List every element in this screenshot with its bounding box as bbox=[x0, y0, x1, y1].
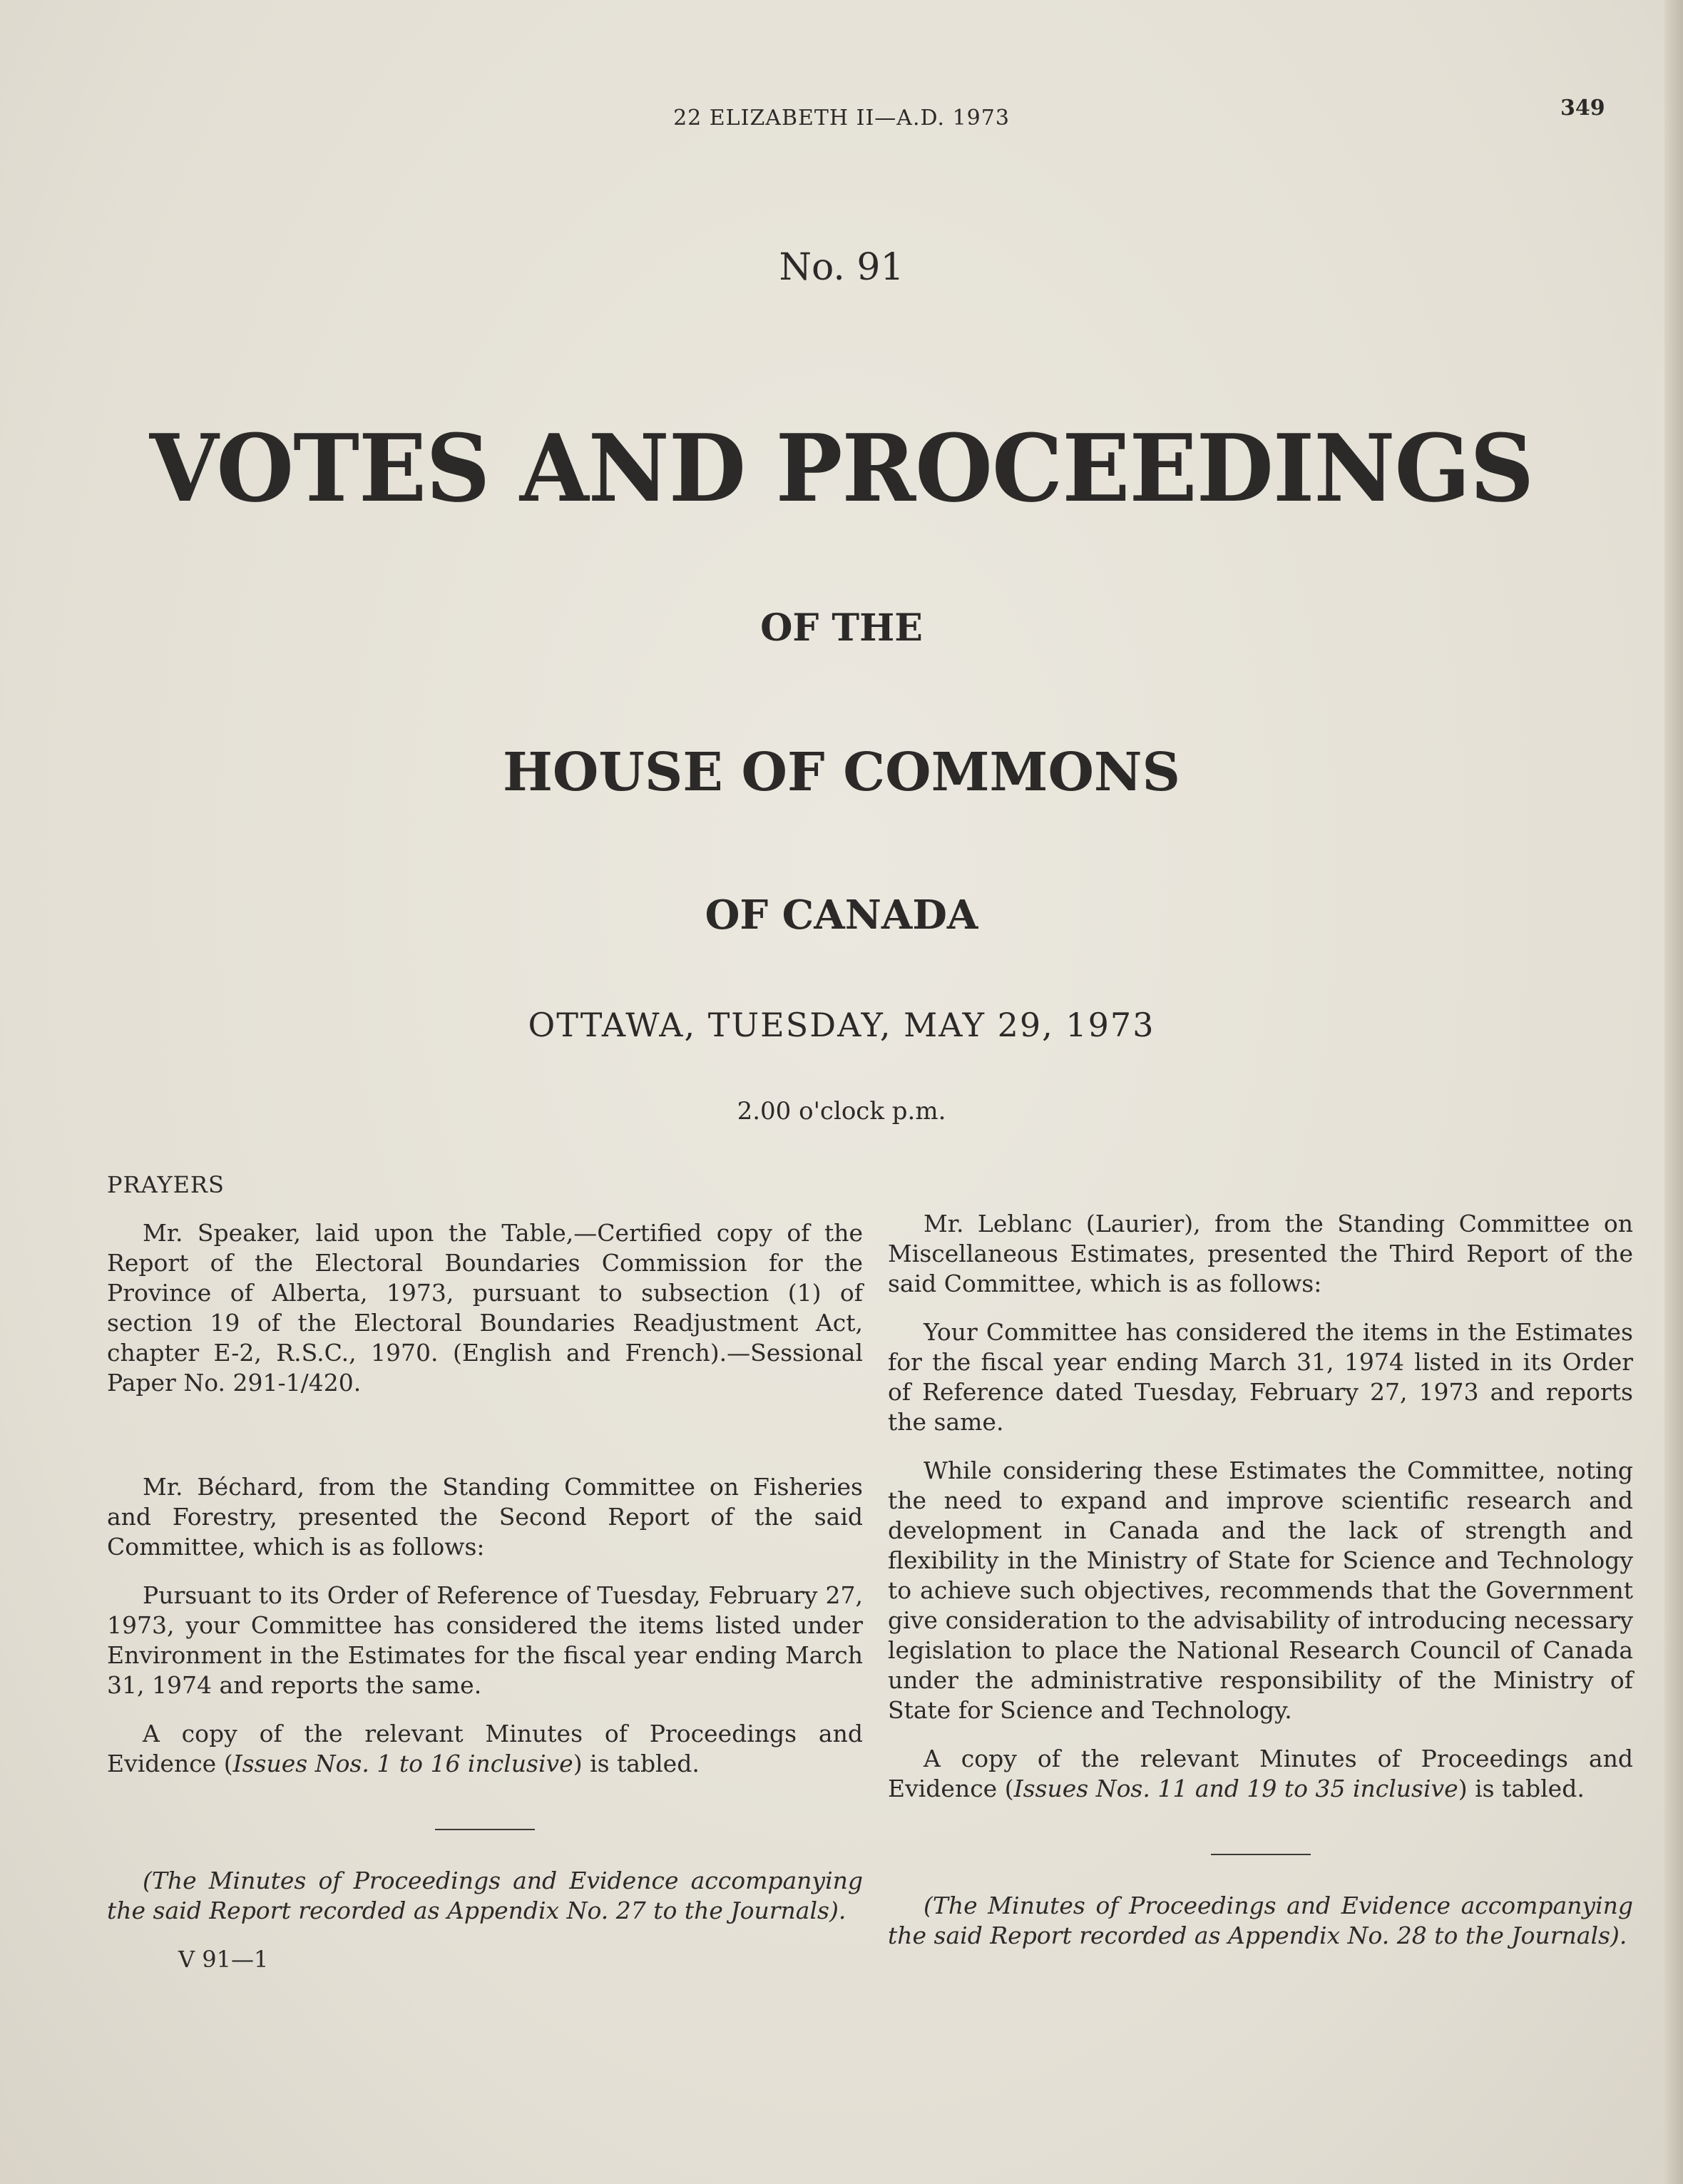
paragraph-fisheries-estimates: Pursuant to its Order of Reference of Tuesday, February 27, 1973, your Committee has considered the items listed under Environment in the Estimates for the fiscal year ending March 31, 1974 and reports the same. bbox=[107, 1581, 863, 1699]
appendix-note: (The Minutes of Proceedings and Evidence accompanying the said Report recorded as Appendix No. 27 to the Journals). bbox=[107, 1867, 863, 1924]
paragraph-science-recommendation: While considering these Estimates the Committee, noting the need to expand and improve scientific research and development in Canada and the lack of strength and flexibility in the Ministry of State for Science and Technology to achieve such objectives, recommends that the Government give consideration to the advisability of introducing necessary legislation to place the National Research Council of Canada under the administrative responsibility of the Ministry of State for Science and Technology. bbox=[888, 1456, 1633, 1724]
subtitle-of-canada: OF CANADA bbox=[705, 892, 978, 939]
running-head: 22 ELIZABETH II—A.D. 1973 bbox=[673, 106, 1010, 131]
binding-gutter bbox=[1664, 0, 1683, 2184]
issue-number: No. 91 bbox=[779, 246, 904, 289]
appendix-note-right: (The Minutes of Proceedings and Evidence accompanying the said Report recorded as Appendix No. 28 to the Journals). bbox=[888, 1892, 1633, 1949]
signature-mark: V 91—1 bbox=[178, 1946, 269, 1973]
subtitle-of-the: OF THE bbox=[760, 606, 923, 650]
subtitle-house: HOUSE OF COMMONS bbox=[502, 742, 1180, 803]
paragraph-bechard-report: Mr. Béchard, from the Standing Committee on Fisheries and Forestry, presented the Second Report of the said Committee, which is as follows: bbox=[107, 1473, 863, 1561]
right-column bbox=[888, 1209, 1633, 1969]
left-column bbox=[107, 1170, 863, 1974]
section-heading-prayers: PRAYERS bbox=[107, 1171, 225, 1198]
sitting-time: 2.00 o'clock p.m. bbox=[737, 1097, 946, 1126]
dateline: OTTAWA, TUESDAY, MAY 29, 1973 bbox=[528, 1006, 1155, 1044]
paragraph-minutes-tabled-right: A copy of the relevant Minutes of Proceedings and Evidence (Issues Nos. 11 and 19 to 35 inclusive) is tabled. bbox=[888, 1745, 1633, 1802]
paragraph-misc-estimates: Your Committee has considered the items in the Estimates for the fiscal year ending March 31, 1974 listed in its Order of Reference dated Tuesday, February 27, 1973 and reports the same. bbox=[888, 1318, 1633, 1436]
paragraph-leblanc-report: Mr. Leblanc (Laurier), from the Standing Committee on Miscellaneous Estimates, presented the Third Report of the said Committee, which is as follows: bbox=[888, 1210, 1633, 1297]
paragraph-minutes-tabled: A copy of the relevant Minutes of Proceedings and Evidence (Issues Nos. 1 to 16 inclusive) is tabled. bbox=[107, 1720, 863, 1777]
paragraph-speaker-tabling: Mr. Speaker, laid upon the Table,—Certified copy of the Report of the Electoral Boundaries Commission for the Province of Alberta, 1973, pursuant to subsection (1) of section 19 of the Electoral Boundaries Readjustment Act, chapter E-2, R.S.C., 1970. (English and French).—Sessional Paper No. 291-1/420. bbox=[107, 1219, 863, 1397]
page-title: VOTES AND PROCEEDINGS bbox=[149, 414, 1534, 523]
page-number: 349 bbox=[1560, 96, 1605, 121]
